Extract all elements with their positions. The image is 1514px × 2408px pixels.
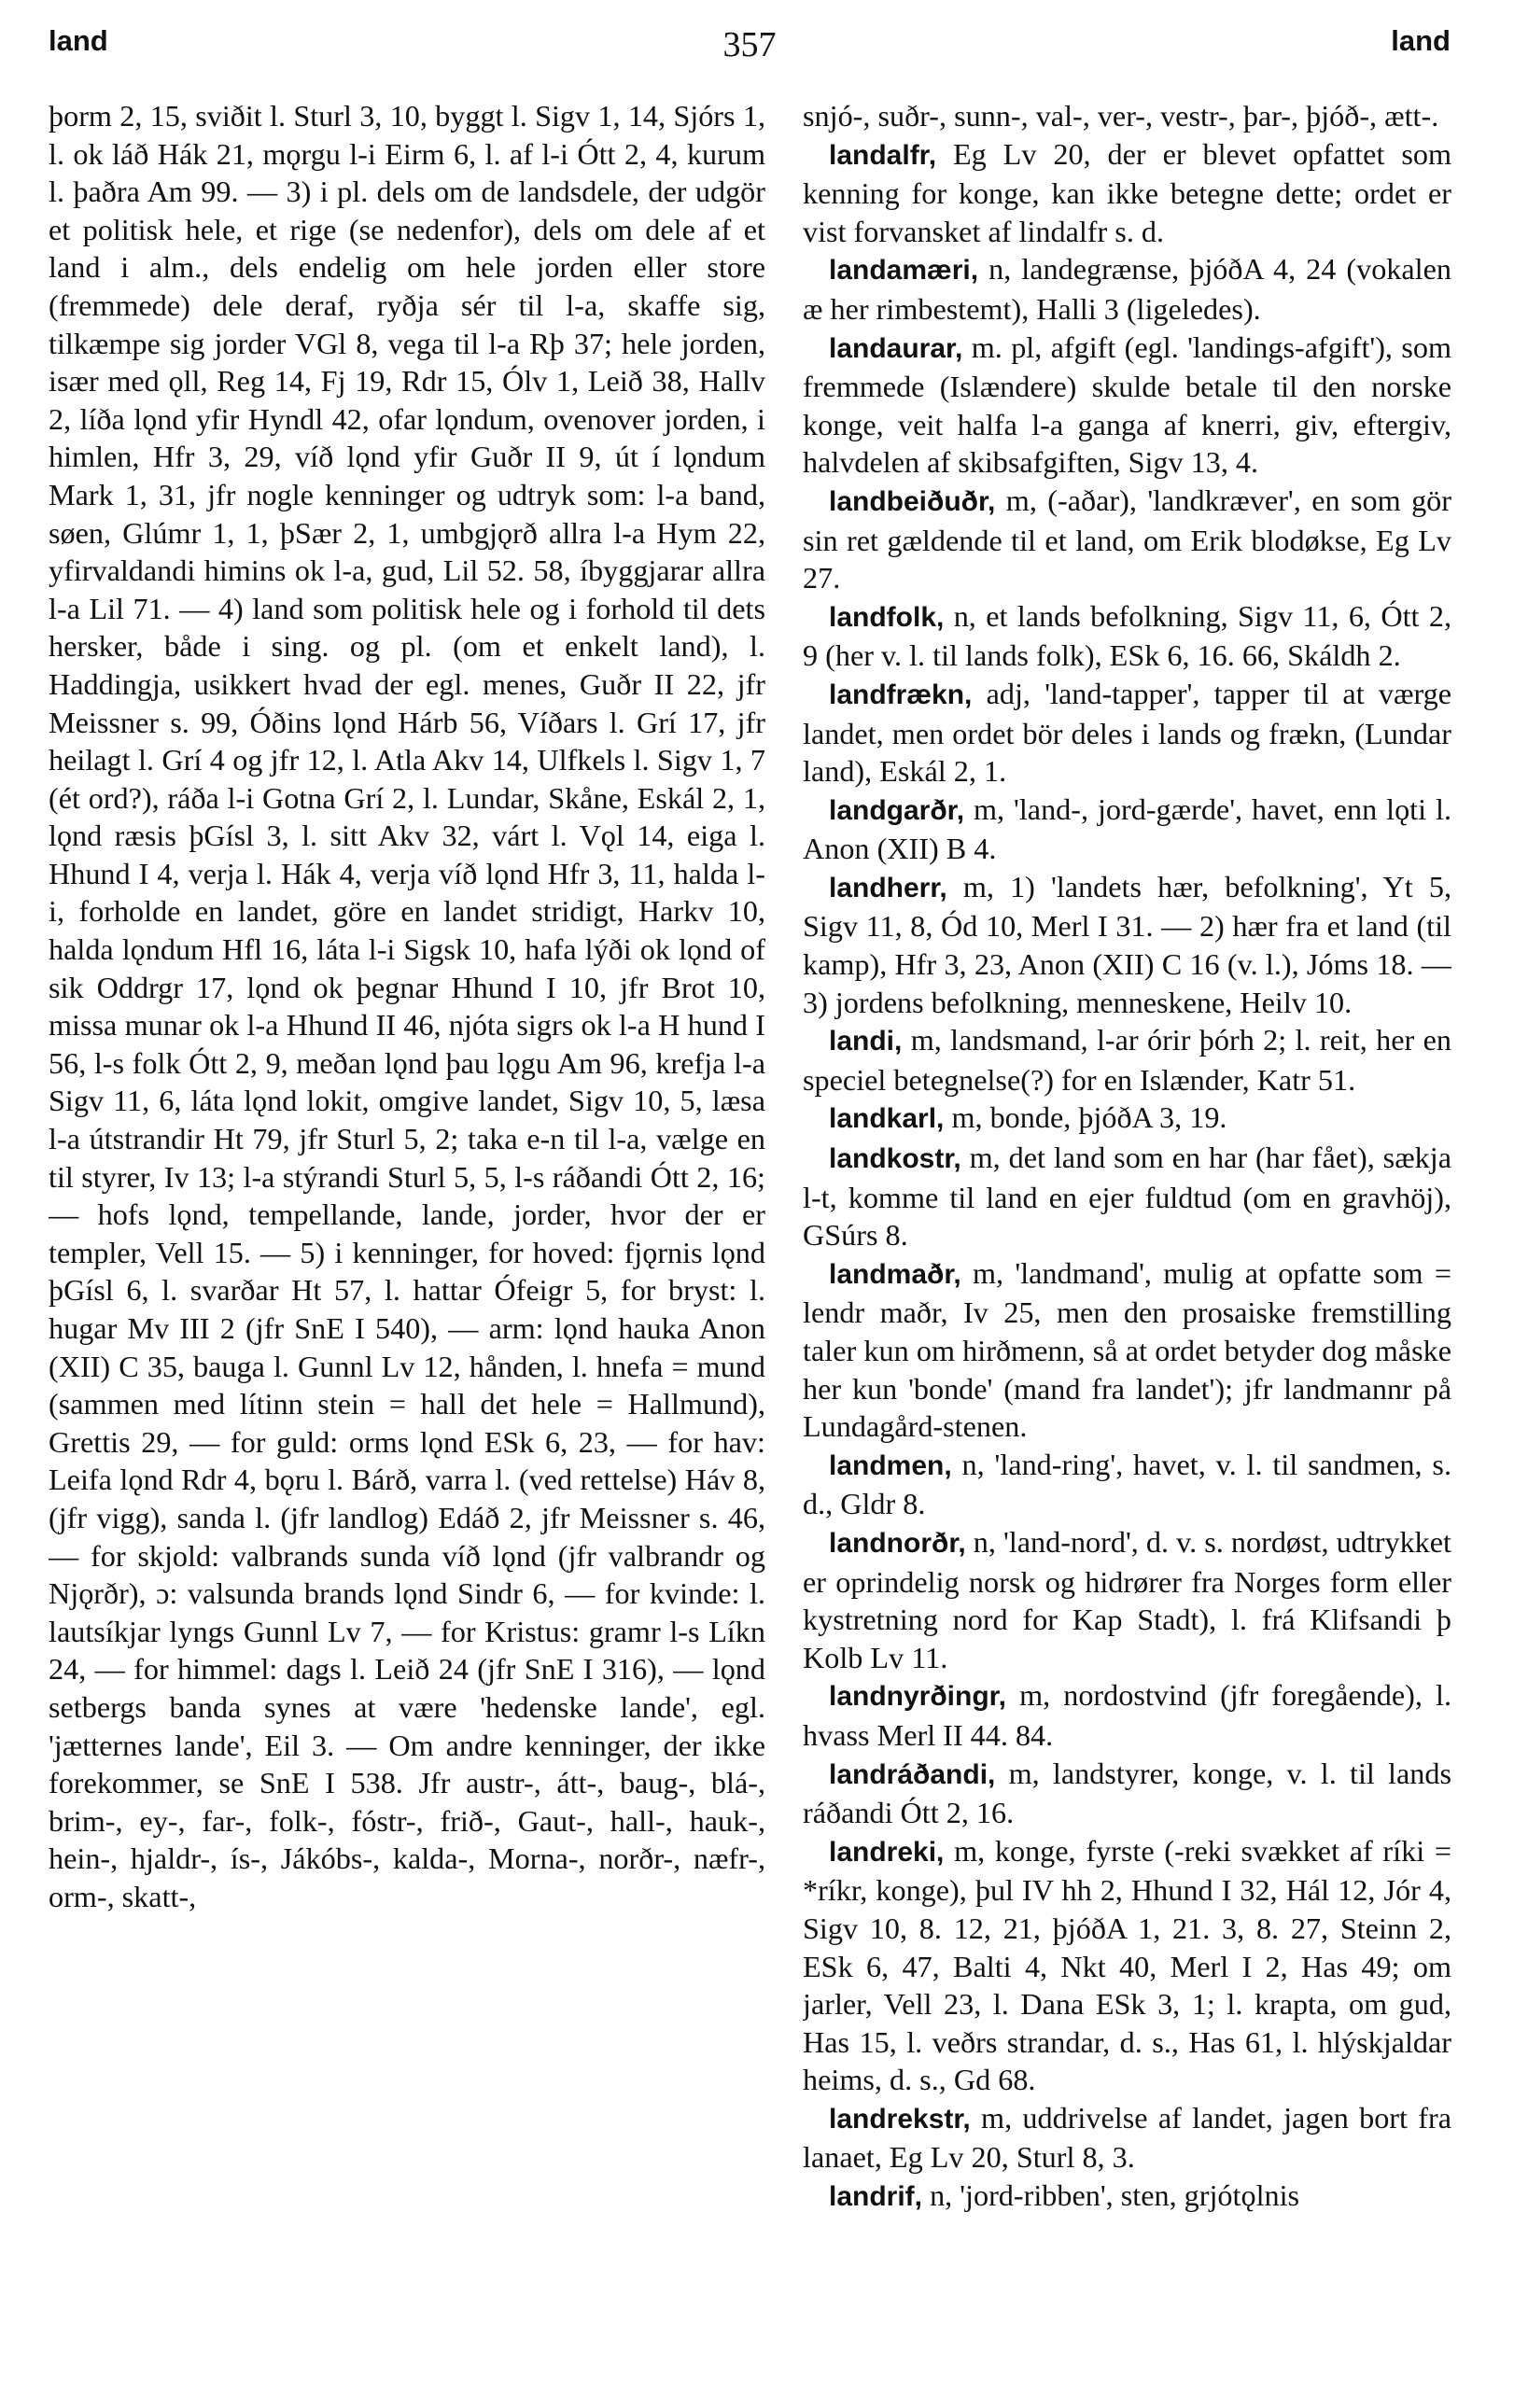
- dictionary-entry: [803, 1446, 1451, 1523]
- entry-headword: landgarðr,: [829, 794, 965, 826]
- entry-definition: m, nordostvind (jfr foregående), l. hvass Merl II 44. 84.: [803, 1678, 1451, 1752]
- entry-definition: n, 'land-ring', havet, v. l. til sandmen, s. d., Gldr 8.: [803, 1447, 1451, 1521]
- entry-headword: landamæri,: [829, 255, 979, 287]
- header-right-guideword: land: [1391, 24, 1451, 57]
- dictionary-entry: [803, 2177, 1451, 2217]
- dictionary-entry: [803, 868, 1451, 1021]
- entry-headword: landmaðr,: [829, 1258, 961, 1290]
- entry-definition: m, konge, fyrste (-reki svækket af ríki = *ríkr, konge), þul IV hh 2, Hhund I 32, Hál 12, Jór 4, Sigv 10, 8. 12, 21, þjóðA 1, 21. 3, 8. 27, Steinn 2, ESk 6, 47, Balti 4, Nkt 40, Merl I 2, Has 49; om jarler, Vell 23, l. Dana ESk 3, 1; l. krapta, om gud, Has 15, l. veðrs strandar, d. s., Has 61, l. hlýskjaldar heims, d. s., Gd 68.: [803, 1833, 1451, 2097]
- entry-definition: m, 1) 'landets hær, befolkning', Yt 5, Sigv 11, 8, Ód 10, Merl I 31. — 2) hær fra et land (til kamp), Hfr 3, 23, Anon (XII) C 16 (v. l.), Jóms 18. — 3) jordens befolkning, menneskene, Heilv 10.: [803, 869, 1451, 1019]
- dictionary-entry: [803, 1676, 1451, 1754]
- dictionary-entry: [803, 791, 1451, 868]
- entry-headword: landnyrðingr,: [829, 1681, 1007, 1713]
- entry-headword: landkostr,: [829, 1143, 961, 1175]
- entry-headword: landmen,: [829, 1449, 952, 1481]
- entry-headword: landreki,: [829, 1836, 945, 1868]
- entry-definition: n, et lands befolkning, Sigv 11, 6, Ótt 2, 9 (her v. l. til lands folk), ESk 6, 16. 66, Skáldh 2.: [803, 598, 1451, 673]
- dictionary-entry: [803, 2099, 1451, 2177]
- entry-definition: m, det land som en har (har fået), sækja l-t, komme til land en ejer fuldtud (om en gravhöj), GSúrs 8.: [803, 1141, 1451, 1253]
- entry-headword: landrif,: [829, 2181, 923, 2213]
- dictionary-entry: [803, 1021, 1451, 1099]
- entry-definition: m, uddrivelse af landet, jagen bort fra lanaet, Eg Lv 20, Sturl 8, 3.: [803, 2100, 1451, 2175]
- entry-headword: landkarl,: [829, 1103, 945, 1135]
- entry-definition: m, 'land-, jord-gærde', havet, enn lǫti l. Anon (XII) B 4.: [803, 791, 1451, 866]
- entry-definition: m, landstyrer, konge, v. l. til lands ráðandi Ótt 2, 16.: [803, 1756, 1451, 1830]
- entry-definition: n, 'land-nord', d. v. s. nordøst, udtrykket er oprindelig norsk og hidrører fra Norges form eller kystretning nord for Kap Stadt), l. frá Klifsandi þ Kolb Lv 11.: [803, 1524, 1451, 1674]
- entry-definition: m. pl, afgift (egl. 'landings-afgift'), som fremmede (Islændere) skulde betale til den norske konge, veit halfa l-a ganga af knerri, giv, eftergiv, halvdelen af skibsafgiften, Sigv 13, 4.: [803, 329, 1451, 480]
- entry-headword: landi,: [829, 1026, 903, 1057]
- dictionary-entry: [803, 482, 1451, 597]
- entry-headword: landráðandi,: [829, 1758, 996, 1790]
- dictionary-entry: [803, 675, 1451, 791]
- page-number: 357: [722, 25, 777, 64]
- running-head: [49, 24, 1451, 71]
- dictionary-entry: [803, 1523, 1451, 1676]
- dictionary-entry: [803, 329, 1451, 482]
- entry-definition: m, landsmand, l-ar órir þórh 2; l. reit, her en speciel betegnelse(?) for en Islænder, Katr 51.: [803, 1023, 1451, 1097]
- dictionary-entry: [803, 1139, 1451, 1254]
- left-column-text: þorm 2, 15, sviðit l. Sturl 3, 10, byggt l. Sigv 1, 14, Sjórs 1, l. ok láð Hák 21, mǫrgu l-i Eirm 6, l. af l-i Ótt 2, 4, kurum l. þaðra Am 99. — 3) i pl. dels om de landsdele, der udgör et politisk hele, et rige (se nedenfor), dels om dele af et land i alm., dels endelig om hele jorden eller store (fremmede) dele deraf, ryðja sér til l-a, skaffe sig, tilkæmpe sig jorder VGl 8, vega til l-a Rþ 37; hele jorden, især med ǫll, Reg 14, Fj 19, Rdr 15, Ólv 1, Leið 38, Hallv 2, líða lǫnd yfir Hyndl 42, ofar lǫndum, ovenover jorden, i himlen, Hfr 3, 29, víð lǫnd yfir Guðr II 9, út í lǫndum Mark 1, 31, jfr nogle kenninger og udtryk som: l-a band, søen, Glúmr 1, 1, þSær 2, 1, umbgjǫrð allra l-a Hym 22, yfirvaldandi himins ok l-a, gud, Lil 52. 58, íbyggjarar allra l-a Lil 71. — 4) land som politisk hele og i forhold til dets hersker, både i sing. og pl. (om et enkelt land), l. Haddingja, usikkert hvad der egl. menes, Guðr II 22, jfr Meissner s. 99, Óðins lǫnd Hárb 56, Víðars l. Grí 17, jfr heilagt l. Grí 4 og jfr 12, l. Atla Akv 14, Ulfkels l. Sigv 1, 7 (ét ord?), ráða l-i Gotna Grí 2, l. Lundar, Skåne, Eskál 2, 1, lǫnd ræsis þGísl 3, l. sitt Akv 32, várt l. Vǫl 14, eiga l. Hhund I 4, verja l. Hák 4, verja víð lǫnd Hfr 3, 11, halda l-i, forholde en landet, göre en landet stridigt, Harkv 10, halda lǫndum Hfl 16, láta l-i Sigsk 10, hafa lýði ok lǫnd of sik Oddrgr 17, lǫnd ok þegnar Hhund I 10, jfr Brot 10, missa munar ok l-a Hhund II 46, njóta sigrs ok l-a H hund I 56, l-s folk Ótt 2, 9, meðan lǫnd þau lǫgu Am 96, krefja l-a Sigv 11, 6, láta lǫnd lokit, omgive landet, Sigv 10, 5, læsa l-a útstrandir Ht 79, jfr Sturl 5, 2; taka e-n til l-a, vælge en til styrer, Iv 13; l-a stýrandi Sturl 5, 5, l-s ráðandi Ótt 2, 16; — hofs lǫnd, tempellande, lande, jorder, hvor der er templer, Vell 15. — 5) i kenninger, for hoved: fjǫrnis lǫnd þGísl 6, l. svarðar Ht 57, l. hattar Ófeigr 5, for bryst: l. hugar Mv III 2 (jfr SnE I 540), — arm: lǫnd hauka Anon (XII) C 35, bauga l. Gunnl Lv 12, hånden, l. hnefa = mund (sammen med lítinn stein = hall det hele = Hallmund), Grettis 29, — for guld: orms lǫnd ESk 6, 23, — for hav: Leifa lǫnd Rdr 4, bǫru l. Bárð, varra l. (ved rettelse) Háv 8, (jfr vigg), sanda l. (jfr landlog) Edáð 2, jfr Meissner s. 46, — for skjold: valbrands sunda víð lǫnd (jfr valbrandr og Njǫrðr), ɔ: valsunda brands lǫnd Sindr 6, — for kvinde: l. lautsíkjar lyngs Gunnl Lv 7, — for Kristus: gramr l-s Líkn 24, — for himmel: dags l. Leið 24 (jfr SnE I 316), — lǫnd setbergs banda synes at være 'hedenske lande', egl. 'jætternes lande', Eil 3. — Om andre kenninger, der ikke forekommer, se SnE I 538. Jfr austr-, átt-, baug-, blá-, brim-, ey-, far-, folk-, fóstr-, frið-, Gaut-, hall-, hauk-, hein-, hjaldr-, ís-, Jákóbs-, kalda-, Morna-, norðr-, næfr-, orm-, skatt-,: [49, 99, 765, 1913]
- entry-definition: n, landegrænse, þjóðA 4, 24 (vokalen æ her rimbestemt), Halli 3 (ligeledes).: [803, 252, 1451, 326]
- entry-headword: landfrækn,: [829, 679, 973, 710]
- entry-definition: Eg Lv 20, der er blevet opfattet som kenning for konge, kan ikke betegne dette; ordet er vist forvansket af lindalfr s. d.: [803, 136, 1451, 248]
- right-column: [803, 97, 1451, 2384]
- entry-headword: landnorðr,: [829, 1527, 966, 1559]
- left-column: [49, 97, 765, 2384]
- entry-headword: landfolk,: [829, 601, 945, 633]
- dictionary-entry: [803, 1755, 1451, 1832]
- entry-definition: n, 'jord-ribben', sten, grjótǫlnis: [922, 2178, 1300, 2213]
- entry-list: [803, 135, 1451, 2217]
- entry-definition: m, bonde, þjóðA 3, 19.: [944, 1100, 1227, 1135]
- header-left-guideword: land: [49, 24, 108, 57]
- entry-headword: landalfr,: [829, 139, 937, 171]
- dictionary-entry: [803, 250, 1451, 328]
- dictionary-entry: [803, 1832, 1451, 2099]
- dictionary-entry: [803, 135, 1451, 251]
- entry-headword: landaurar,: [829, 332, 963, 364]
- dictionary-entry: [803, 1254, 1451, 1446]
- entry-headword: landrekstr,: [829, 2103, 971, 2135]
- dictionary-entry: [803, 1099, 1451, 1139]
- entry-definition: m, (-aðar), 'landkræver', en som gör sin ret gældende til et land, om Erik blodøkse, Eg Lv 27.: [803, 483, 1451, 595]
- entry-headword: landherr,: [829, 872, 947, 903]
- entry-definition: m, 'landmand', mulig at opfatte som = lendr maðr, Iv 25, men den prosaiske fremstilling taler kun om hirðmenn, så at ordet betyder dog måske her kun 'bonde' (mand fra landet'); jfr landmannr på Lundagård-stenen.: [803, 1255, 1451, 1444]
- entry-headword: landbeiðuðr,: [829, 485, 996, 517]
- dictionary-entry: [803, 597, 1451, 675]
- entry-definition: adj, 'land-tapper', tapper til at værge landet, men ordet bör deles i lands og frækn, (Lundar land), Eskál 2, 1.: [803, 676, 1451, 789]
- right-column-lead: snjó-, suðr-, sunn-, val-, ver-, vestr-, þar-, þjóð-, ætt-.: [803, 99, 1439, 133]
